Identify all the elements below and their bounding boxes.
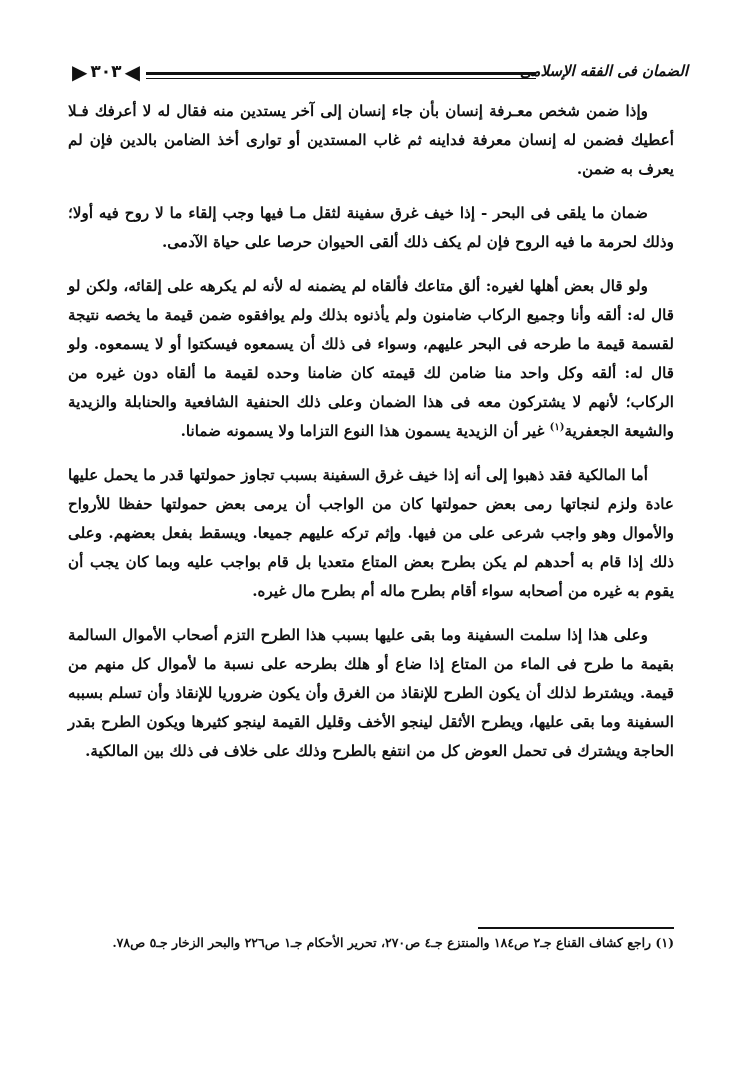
paragraph [68,199,674,257]
page-number-box [68,60,144,84]
paragraph-lead: ضمان ما يلقى فى البحر [493,204,649,222]
body-text [68,97,674,781]
header-rule-thin [146,78,536,79]
paragraph [68,621,674,766]
paragraph [68,97,674,184]
paragraph-lead: أما المالكية فقد ذهبوا إلى [485,466,649,484]
paragraph-text: ولو قال بعض أهلها لغيره: ألق متاعك فألقاه لم يضمنه له لأنه لم يكرهه على إلقائه، ولكن لو قال له: ألقه وأنا وجميع الركاب ضامنون ولم يأذنوه بذلك ولم يوافقوه ضمن قيمة ما يخصه نتيجة لقسمة قيمة ما طرحه فى البحر عليهم، وسواء فى ذلك أن يسمعوه فيسكتوا أو لا يسمعوه. ولو قال له: ألقه وكل واحد منا ضامن لك قيمته كان ضامنا وحده لقيمة ما ألقاه دون غيره من الركاب؛ لأنهم لا يشتركون معه فى هذا الضمان وعلى ذلك الحنفية الشافعية والحنابلة والزيدية والشيعة الجعفرية [68,277,674,440]
paragraph-text: وإذا ضمن شخص معـرفة إنسان بأن جاء إنسان إلى آخر يستدين منه فقال له لا أعرفك فـلا أعطيك فضمن له إنسان معرفة فداينه ثم غاب المستدين أو توارى أخذ الضامن بالدين فإن لم يعرف به ضمن. [68,102,674,178]
paragraph-text: وعلى هذا إذا سلمت السفينة وما بقى عليها بسبب هذا الطرح التزم أصحاب الأموال السالمة بقيمة ما طرح فى الماء من المتاع إذا ضاع أو هلك بطرحه على نسبة ما لأموال كل منهم من قيمة. ويشترط لذلك أن يكون الطرح للإنقاذ من الغرق وأن يكون ضروريا للإنقاذ وأن تسلم بسببه السفينة وما بقى عليها، ويطرح الأثقل لينجو الأخف وقليل القيمة لينجو كثيرها ويكون الطرح بقدر الحاجة ويشترك فى تحمل العوض كل من انتفع بالطرح وذلك على خلاف فى ذلك بين المالكية. [68,626,674,760]
footnote-rule [478,927,674,929]
paragraph [68,272,674,446]
footnote: (١) راجع كشاف القناع جـ٢ ص١٨٤ والمنتزع جـ٤ ص٢٧٠، تحرير الأحكام جـ١ ص٢٢٦ والبحر الزخار جـ٥ ص٧٨. [112,935,674,950]
paragraph-text: أنه إذا خيف غرق السفينة بسبب تجاوز حمولتها قدر ما يحمل عليها عادة ولزم لنجاتها رمى بعض حمولتها كان من الواجب أن يرمى بعض حمولتها حفظا للأرواح والأموال وهو واجب شرعى على من فيها. وإثم تركه عليهم جميعا. ويسقط بفعل بعضهم. وعلى ذلك إذا قام به أحدهم لم يكن بطرح بعض المتاع متعديا بل قام بواجب عليه وبما كان يجب أن يقوم به غيره من أصحابه سواء أقام بطرح ماله أم بطرح مال غيره. [68,466,674,600]
page-header [68,58,688,92]
paragraph-text-continued: غير أن الزيدية يسمون هذا النوع التزاما ولا يسمونه ضمانا. [180,422,550,440]
footnote-reference[interactable]: (١) [549,421,565,433]
paragraph-text: - إذا خيف غرق سفينة لثقل مـا فيها وجب إلقاء ما لا روح فيه أولا؛ وذلك لحرمة ما فيه الروح فإن لم يكف ذلك ألقى الحيوان حرصا على حياة الآدمى. [68,204,674,251]
paragraph [68,461,674,606]
bracket-left-icon: ▶ [72,60,88,84]
bracket-right-icon: ◀ [124,60,140,84]
page-number: ٣٠٣ [90,62,122,82]
running-title: الضمان فى الفقه الإسلامى [519,62,688,80]
header-rule [146,72,536,75]
